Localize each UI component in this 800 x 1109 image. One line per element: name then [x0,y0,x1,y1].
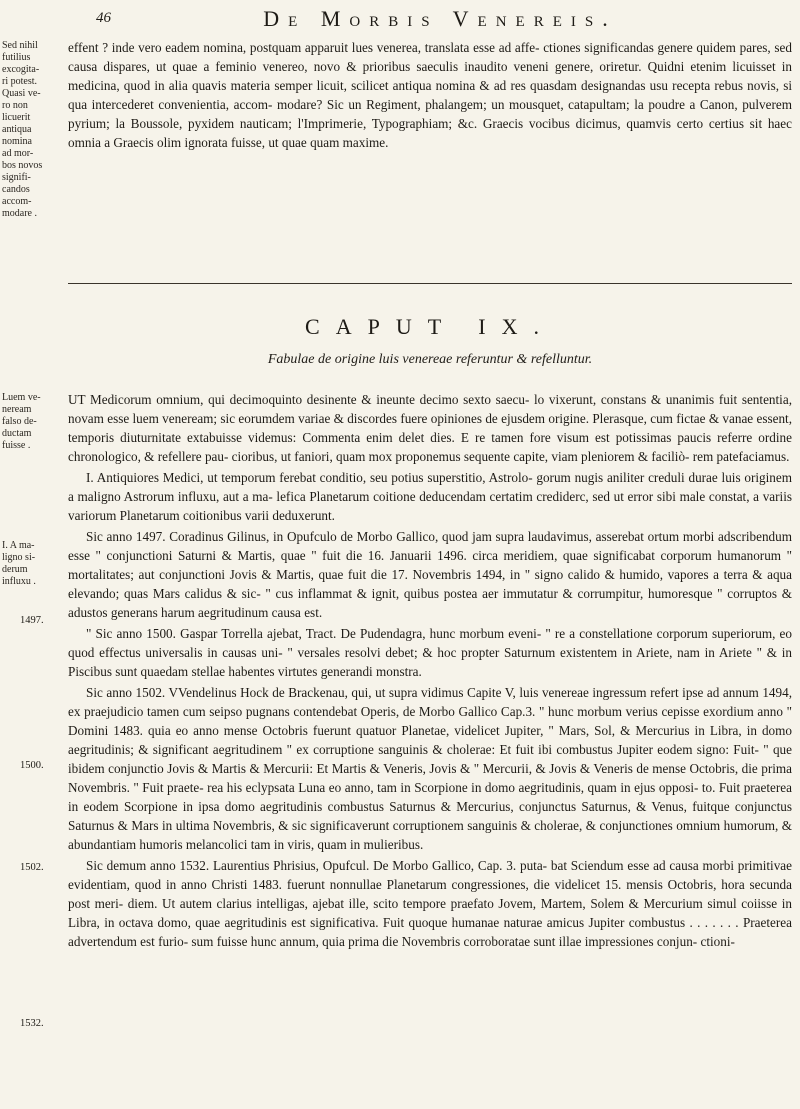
paragraph: I. Antiquiores Medici, ut temporum ferebat conditio, seu potius superstitio, Astrolo- gorum nugis aniliter creduli durae luis originem a maligno Astrorum influxu, aut a ma- lefica Planetarum coitione deducendam certatim crediderc, sed ut error sibi male constat, a variis variorum Planetarum coitionibus varii deduxerunt. [68,470,792,523]
margin-note-line: futilius [2,52,31,63]
margin-note-line: Luem ve- [2,392,41,403]
margin-note-line: ro non [2,100,28,111]
margin-note-line: excogita- [2,64,40,75]
continuation-text [68,38,792,268]
margin-note-line: I. A ma- [2,540,35,551]
margin-year: 1502. [20,862,44,873]
margin-note-2 [2,392,62,452]
margin-note-line: Sed nihil [2,40,38,51]
margin-note-line: accom- [2,196,32,207]
paragraph: UT Medicorum omnium, qui decimoquinto desinente & ineunte decimo sexto saecu- lo vixerunt, constans & unanimis fuit sententia, novam esse luem veneream; sic eorumdem variae & discordes fuere opiniones de ejusdem origine. Plerasque, cum fictae & vanae essent, temporis diuturnitate extabuisse videmus: Commenta enim delet dies. E re tamen fore visum est potissimas paucis referre ordine chronologico, & refellere pau- cioribus, ut faniori, quam mox proponemus sequente capite, viam pleniorem & faciliò- rem patefaciamus. [68,392,792,464]
paragraph: " Sic anno 1500. Gaspar Torrella ajebat, Tract. De Pudendagra, hunc morbum eveni- " re a constellatione corporum superiorum, eo quod effectus universalis in causas uni- " versales resolvi debet; & hoc propter Saturnum existentem in Ariete, nam in Ariete " & in Piscibus sunt quaedam stellae habentes virtutes generandi monstra. [68,626,792,679]
paragraph: Sic demum anno 1532. Laurentius Phrisius, Opufcul. De Morbo Gallico, Cap. 3. puta- bat Sciendum esse ad causa morbi primitivae evidentiam, quod in anno Christi 1483. fuerunt nonnullae Planetarum congressiones, die videlicet 15. mensis Octobris, hora secunda post meri- diem. Ut autem clarius intelligas, ajebat ille, scito tempore praefato Jovem, Martem, Solem & Mercurium simul coiisse in Libra, in octava domo, quae aegritudinis est significativa. Fuit quoque humanae naturae amicus Jupiter combustus . . . . . . . Praeterea advertendum est furio- sum fuisse hunc annum, quia prima die Novembris corroboratae sunt illae impressiones conjun- ctioni- [68,858,792,949]
margin-note-line: antiqua [2,124,32,135]
margin-note-3 [2,540,62,588]
margin-note-line: fuisse . [2,440,31,451]
margin-note-line: bos novos [2,160,43,171]
page-number: 46 [96,10,111,26]
paragraph: Sic anno 1502. VVendelinus Hock de Brackenau, qui, ut supra vidimus Capite V, luis venereae ingressum refert ipse ad annum 1494, ex praejudicio tamen cum seipso pugnans contendebat Operis, de Morbo Gallico Cap.3. " hunc morbum verius cepisse exordium anno " Domini 1483. quia eo anno mense Octobris fuerunt quatuor Planetae, videlicet Jupiter, " Mars, Sol, & Mercurius in Libra, in domo aegritudinis; & significant aegritudinem " ex corruptione sanguinis & cholerae: Et fuit ibi combustus Jupiter eodem signo: Fuit- " que ibidem conjunctio Jovis & Martis & Mercurii: Et Martis & Veneris, Jovis & " Mercurii, & Jovis & Veneris de mense Octobris, die prima Novembris. " Fuit praete- rea his eclypsata Luna eo anno, tam in Scorpione in domo aegritudinis, quam in ejus opposi- to. Fuit praeterea in eodem Scorpione in ipsa domo aegritudinis combustus Saturnus & Mercurius, conjunctus Saturnus, & Venus, fuitque conjunctus Saturnus & Mars in ultima Novembris, & sic significaverunt corruptionem sanguinis & cholerae, & conjunctiones omnium humorum, & abundantiam humoris melancolici tam in viris, quam in mulieribus. [68,685,792,852]
chapter-subtitle: Fabulae de origine luis venereae referuntur & refelluntur. [267,352,593,367]
margin-note-line: nomina [2,136,32,147]
section-rule [68,283,792,284]
margin-note-line: neream [2,404,32,415]
margin-note-line: signifi- [2,172,31,183]
margin-note-line: ri potest. [2,76,37,87]
paragraph: Sic anno 1497. Coradinus Gilinus, in Opufculo de Morbo Gallico, quod jam supra laudavimus, asserebat ortum morbi adscribendum esse " conjunctioni Saturni & Martis, quae " fuit die 16. Januarii 1496. circa meridiem, quae significabat corporum humanorum " mortalitates; aut conjunctioni Jovis & Martis, quae fuit die 17. Novembris 1494, in " signo calido & humido, vapores a terra & aqua elevando; quas Mars calidus & sic- " cus inflammat & ignit, quibus postea aer immutatur & corrumpitur, humoresque " corruptos & adustos generans harum aegritudinum causa est. [68,529,792,620]
running-title: De Morbis Venereis. [263,6,617,31]
margin-note-1 [2,40,62,220]
chapter-heading: CAPUT IX. [305,314,555,339]
margin-note-line: candos [2,184,30,195]
margin-note-line: ductam [2,428,32,439]
margin-year: 1497. [20,615,44,626]
margin-note-line: licuerit [2,112,31,123]
margin-note-line: ligno si- [2,552,36,563]
paragraph: effent ? inde vero eadem nomina, postquam apparuit lues venerea, translata esse ad affe- ctiones significandas genere quidem pares, sed causa dispares, ut quae a feminio venereo, novo & prioribus saeculis inaudito veneni genere, oriretur. Quidni etenim licuisset in medicina, quod in alia quavis materia semper licuit, scilicet antiqua nomina & ad res quasdam designandas usu recepta rebus novis, si qua intercederet convenientia, accom- modare? Sic un Regiment, phalangem; un mousquet, catapultam; la poudre a Canon, pulverem pyrium; la Boussole, pyxidem nauticam; l'Imprimerie, Typographiam; &c. Graecis vocibus dicimus, quamvis certo certius sit haec omnia a Graecis olim ignorata fuisse, ut quae quam maxime. [68,40,792,150]
running-head [0,6,800,36]
margin-note-line: modare . [2,208,37,219]
margin-note-line: falso de- [2,416,37,427]
margin-note-line: ad mor- [2,148,34,159]
margin-note-line: derum [2,564,28,575]
chapter-body [68,390,792,1102]
margin-note-line: influxu . [2,576,36,587]
margin-year: 1500. [20,760,44,771]
margin-note-line: Quasi ve- [2,88,41,99]
margin-year: 1532. [20,1018,44,1029]
